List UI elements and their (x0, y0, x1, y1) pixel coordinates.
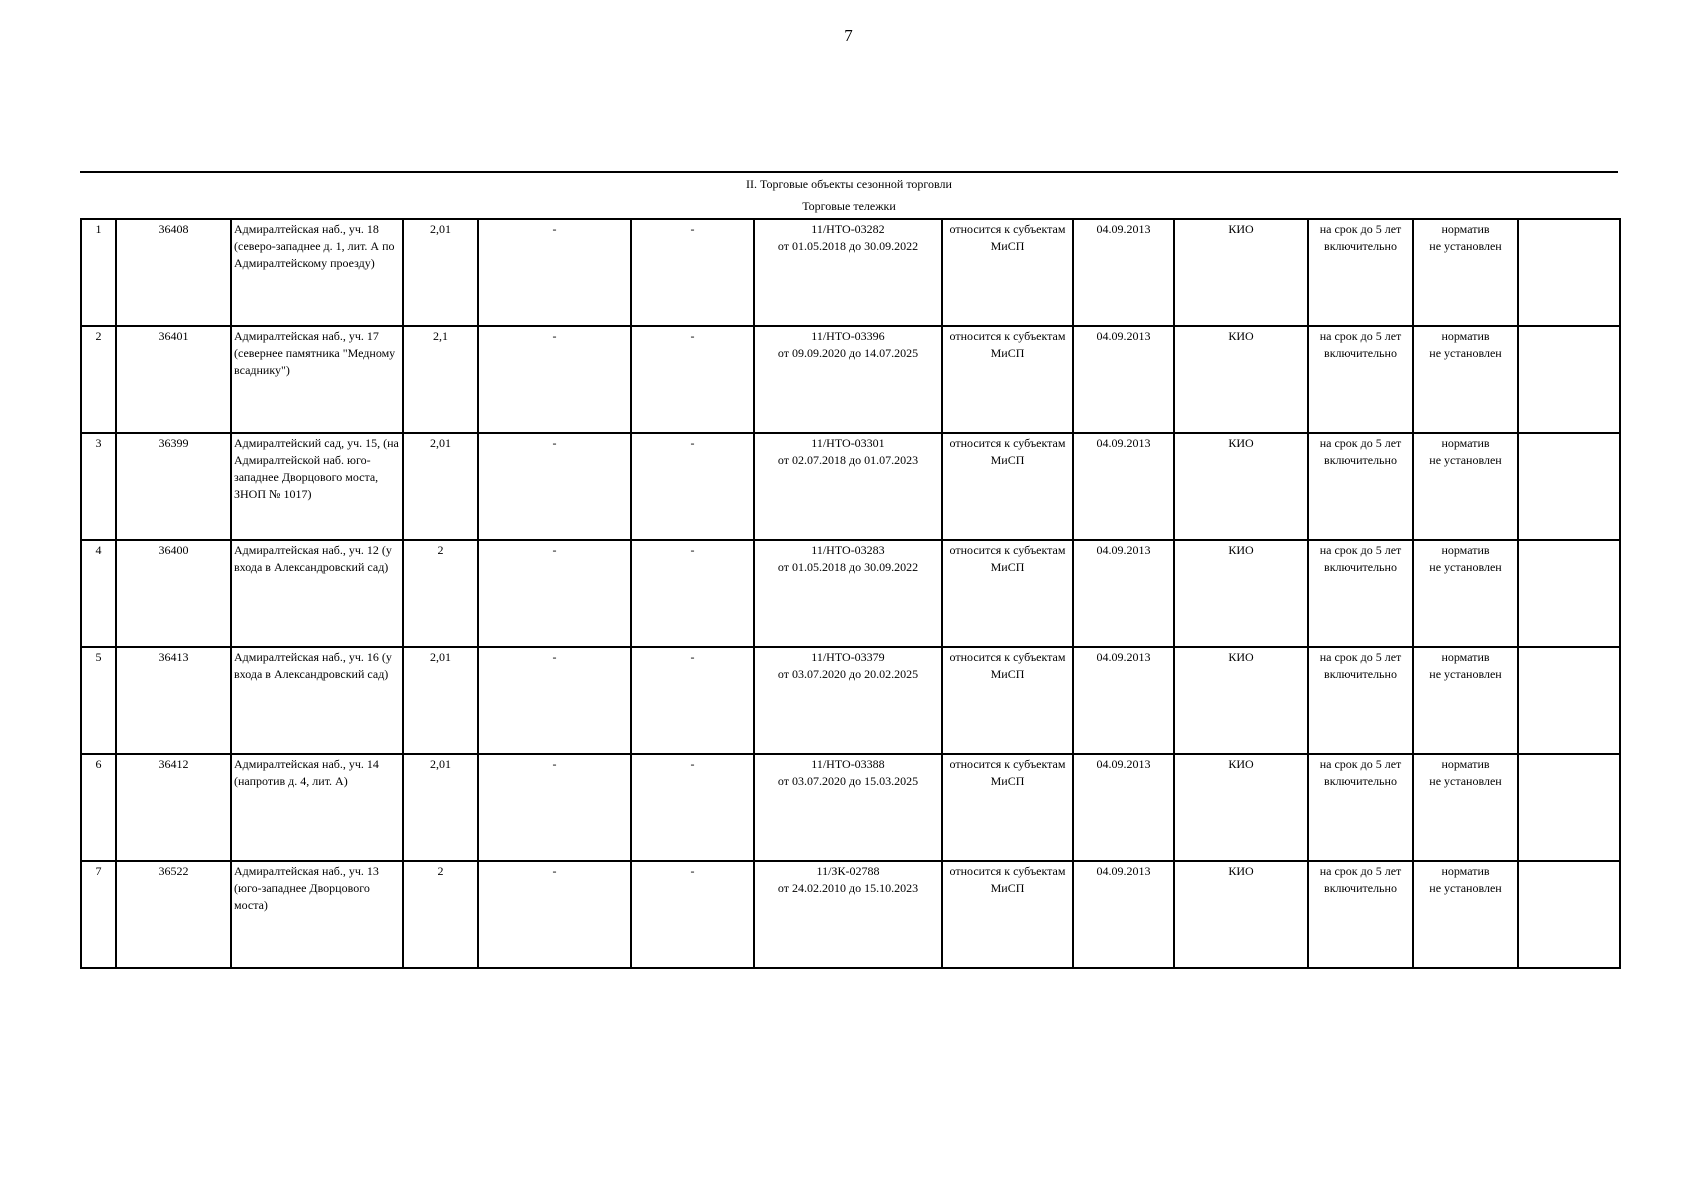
cell-term (1308, 647, 1413, 754)
norm-line1: норматив (1441, 329, 1490, 343)
cell-object-id: 36413 (116, 647, 231, 754)
cell-term (1308, 540, 1413, 647)
term-line2: включительно (1324, 560, 1397, 574)
cell-col6: - (631, 326, 754, 433)
msp-line1: относится к субъектам (949, 864, 1066, 878)
cell-area: 2,01 (403, 433, 478, 540)
cell-date: 04.09.2013 (1073, 433, 1174, 540)
contract-number: 11/НТО-03301 (811, 436, 885, 450)
table-row (81, 540, 1620, 647)
cell-contract (754, 219, 942, 326)
table-row (81, 861, 1620, 968)
cell-col6: - (631, 861, 754, 968)
msp-line2: МиСП (990, 239, 1025, 253)
cell-msp (942, 326, 1073, 433)
cell-org: КИО (1174, 754, 1308, 861)
cell-address: Адмиралтейская наб., уч. 14 (напротив д. 4, лит. А) (231, 754, 403, 861)
cell-address: Адмиралтейская наб., уч. 13 (юго-западнее Дворцового моста) (231, 861, 403, 968)
term-line1: на срок до 5 лет (1319, 543, 1402, 557)
cell-date: 04.09.2013 (1073, 647, 1174, 754)
cell-term (1308, 861, 1413, 968)
contract-period: от 01.05.2018 до 30.09.2022 (777, 239, 919, 253)
cell-empty (1518, 433, 1620, 540)
norm-line1: норматив (1441, 864, 1490, 878)
section-title: II. Торговые объекты сезонной торговли (746, 177, 952, 191)
cell-msp (942, 219, 1073, 326)
cell-object-id: 36408 (116, 219, 231, 326)
cell-object-id: 36522 (116, 861, 231, 968)
cell-empty (1518, 861, 1620, 968)
norm-line1: норматив (1441, 757, 1490, 771)
cell-address: Адмиралтейская наб., уч. 18 (северо-западнее д. 1, лит. А по Адмиралтейскому проезду) (231, 219, 403, 326)
contract-period: от 24.02.2010 до 15.10.2023 (777, 881, 919, 895)
cell-col5: - (478, 219, 631, 326)
cell-norm (1413, 754, 1518, 861)
cell-number: 3 (81, 433, 116, 540)
cell-org: КИО (1174, 219, 1308, 326)
cell-msp (942, 647, 1073, 754)
term-line1: на срок до 5 лет (1319, 864, 1402, 878)
cell-address: Адмиралтейская наб., уч. 12 (у входа в Александровский сад) (231, 540, 403, 647)
cell-col5: - (478, 433, 631, 540)
cell-date: 04.09.2013 (1073, 540, 1174, 647)
cell-msp (942, 861, 1073, 968)
term-line2: включительно (1324, 667, 1397, 681)
cell-area: 2,01 (403, 647, 478, 754)
table-row (81, 219, 1620, 326)
term-line1: на срок до 5 лет (1319, 650, 1402, 664)
contract-period: от 09.09.2020 до 14.07.2025 (777, 346, 919, 360)
cell-object-id: 36401 (116, 326, 231, 433)
cell-contract (754, 540, 942, 647)
cell-empty (1518, 540, 1620, 647)
cell-area: 2,01 (403, 219, 478, 326)
cell-object-id: 36412 (116, 754, 231, 861)
cell-empty (1518, 219, 1620, 326)
msp-line1: относится к субъектам (949, 650, 1066, 664)
msp-line2: МиСП (990, 346, 1025, 360)
cell-contract (754, 433, 942, 540)
cell-msp (942, 754, 1073, 861)
cell-org: КИО (1174, 647, 1308, 754)
cell-col6: - (631, 433, 754, 540)
contract-period: от 03.07.2020 до 15.03.2025 (777, 774, 919, 788)
norm-line1: норматив (1441, 543, 1490, 557)
cell-object-id: 36400 (116, 540, 231, 647)
table-row (81, 754, 1620, 861)
term-line1: на срок до 5 лет (1319, 329, 1402, 343)
term-line1: на срок до 5 лет (1319, 222, 1402, 236)
cell-area: 2 (403, 540, 478, 647)
cell-date: 04.09.2013 (1073, 219, 1174, 326)
term-line1: на срок до 5 лет (1319, 757, 1402, 771)
cell-number: 2 (81, 326, 116, 433)
cell-msp (942, 433, 1073, 540)
cell-address: Адмиралтейский сад, уч. 15, (на Адмиралтейской наб. юго-западнее Дворцового моста, ЗНОП № 1017) (231, 433, 403, 540)
msp-line1: относится к субъектам (949, 329, 1066, 343)
cell-empty (1518, 754, 1620, 861)
cell-org: КИО (1174, 540, 1308, 647)
cell-date: 04.09.2013 (1073, 326, 1174, 433)
norm-line1: норматив (1441, 436, 1490, 450)
subsection-title: Торговые тележки (802, 199, 896, 213)
cell-col6: - (631, 540, 754, 647)
msp-line2: МиСП (990, 453, 1025, 467)
contract-period: от 01.05.2018 до 30.09.2022 (777, 560, 919, 574)
table-row (81, 647, 1620, 754)
cell-col5: - (478, 861, 631, 968)
cell-norm (1413, 326, 1518, 433)
cell-address: Адмиралтейская наб., уч. 16 (у входа в Александровский сад) (231, 647, 403, 754)
cell-empty (1518, 647, 1620, 754)
cell-col6: - (631, 754, 754, 861)
cell-norm (1413, 433, 1518, 540)
contract-number: 11/НТО-03282 (811, 222, 885, 236)
cell-norm (1413, 540, 1518, 647)
table-row (81, 433, 1620, 540)
cell-col5: - (478, 540, 631, 647)
cell-msp (942, 540, 1073, 647)
cell-number: 7 (81, 861, 116, 968)
contract-period: от 03.07.2020 до 20.02.2025 (777, 667, 919, 681)
cell-col6: - (631, 219, 754, 326)
cell-col5: - (478, 754, 631, 861)
cell-date: 04.09.2013 (1073, 754, 1174, 861)
cell-col5: - (478, 647, 631, 754)
norm-line1: норматив (1441, 222, 1490, 236)
msp-line2: МиСП (990, 881, 1025, 895)
norm-line2: не установлен (1429, 239, 1502, 253)
norm-line2: не установлен (1429, 774, 1502, 788)
term-line2: включительно (1324, 453, 1397, 467)
cell-number: 5 (81, 647, 116, 754)
cell-col6: - (631, 647, 754, 754)
cell-norm (1413, 219, 1518, 326)
msp-line1: относится к субъектам (949, 543, 1066, 557)
cell-term (1308, 754, 1413, 861)
cell-address: Адмиралтейская наб., уч. 17 (севернее памятника "Медному всаднику") (231, 326, 403, 433)
cell-term (1308, 219, 1413, 326)
term-line2: включительно (1324, 774, 1397, 788)
contract-number: 11/НТО-03396 (811, 329, 885, 343)
term-line2: включительно (1324, 881, 1397, 895)
cell-area: 2,1 (403, 326, 478, 433)
norm-line2: не установлен (1429, 560, 1502, 574)
cell-term (1308, 433, 1413, 540)
cell-object-id: 36399 (116, 433, 231, 540)
contract-number: 11/НТО-03379 (811, 650, 885, 664)
cell-number: 1 (81, 219, 116, 326)
norm-line2: не установлен (1429, 881, 1502, 895)
cell-area: 2,01 (403, 754, 478, 861)
msp-line1: относится к субъектам (949, 436, 1066, 450)
msp-line1: относится к субъектам (949, 757, 1066, 771)
msp-line1: относится к субъектам (949, 222, 1066, 236)
term-line1: на срок до 5 лет (1319, 436, 1402, 450)
cell-norm (1413, 647, 1518, 754)
contract-number: 11/ЗК-02788 (816, 864, 880, 878)
cell-number: 6 (81, 754, 116, 861)
msp-line2: МиСП (990, 667, 1025, 681)
cell-col5: - (478, 326, 631, 433)
contract-number: 11/НТО-03388 (811, 757, 885, 771)
page-number: 7 (844, 26, 853, 45)
table-top-rule (80, 171, 1618, 173)
cell-org: КИО (1174, 433, 1308, 540)
norm-line2: не установлен (1429, 346, 1502, 360)
cell-org: КИО (1174, 861, 1308, 968)
cell-contract (754, 647, 942, 754)
term-line2: включительно (1324, 239, 1397, 253)
cell-contract (754, 754, 942, 861)
term-line2: включительно (1324, 346, 1397, 360)
norm-line2: не установлен (1429, 667, 1502, 681)
table-row (81, 326, 1620, 433)
msp-line2: МиСП (990, 774, 1025, 788)
contract-period: от 02.07.2018 до 01.07.2023 (777, 453, 919, 467)
msp-line2: МиСП (990, 560, 1025, 574)
cell-org: КИО (1174, 326, 1308, 433)
contract-number: 11/НТО-03283 (811, 543, 885, 557)
norm-line2: не установлен (1429, 453, 1502, 467)
trade-objects-table (80, 218, 1621, 969)
cell-norm (1413, 861, 1518, 968)
cell-number: 4 (81, 540, 116, 647)
cell-term (1308, 326, 1413, 433)
cell-contract (754, 326, 942, 433)
norm-line1: норматив (1441, 650, 1490, 664)
cell-date: 04.09.2013 (1073, 861, 1174, 968)
cell-empty (1518, 326, 1620, 433)
cell-contract (754, 861, 942, 968)
cell-area: 2 (403, 861, 478, 968)
